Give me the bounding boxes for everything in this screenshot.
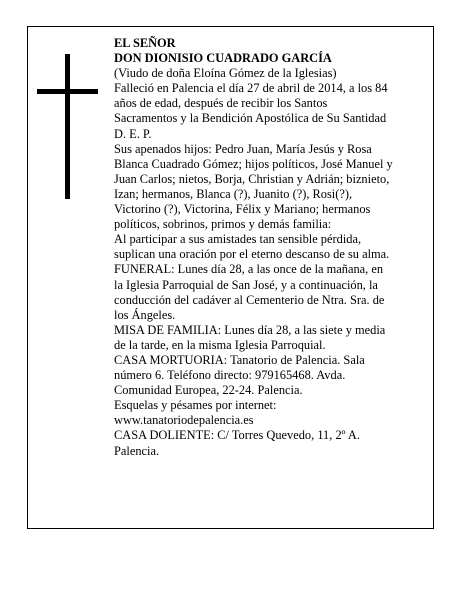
widower-note: (Viudo de doña Eloína Gómez de la Iglesias)	[114, 66, 337, 81]
family-mass-line: MISA DE FAMILIA: Lunes día 28, a las siete y media	[114, 322, 386, 337]
family-home-line: Palencia.	[114, 443, 160, 458]
family-mass-line: de la tarde, en la misma Iglesia Parroquial.	[114, 337, 326, 352]
obituary-text	[114, 36, 426, 459]
funeral-line: conducción del cadáver al Cementerio de Ntra. Sra. de	[114, 292, 385, 307]
title-line-1: EL SEÑOR	[114, 36, 176, 50]
deceased-name: DON DIONISIO CUADRADO GARCÍA	[114, 51, 332, 66]
funeral-line: la Iglesia Parroquial de San José, y a continuación, la	[114, 277, 378, 292]
family-line: Izan; hermanos, Blanca (?), Juanito (?), Rosi(?),	[114, 186, 353, 201]
condolences-line: Esquelas y pésames por internet:	[114, 398, 277, 413]
family-line: Al participar a sus amistades tan sensible pérdida,	[114, 232, 362, 247]
mortuary-line: Comunidad Europea, 22-24. Palencia.	[114, 383, 303, 398]
family-line: Sus apenados hijos: Pedro Juan, María Jesús y Rosa	[114, 141, 372, 156]
family-line: Victorino (?), Victorina, Félix y Mariano; hermanos	[114, 202, 371, 217]
family-home-line: CASA DOLIENTE: C/ Torres Quevedo, 11, 2º A.	[114, 428, 360, 443]
death-line: Falleció en Palencia el día 27 de abril de 2014, a los 84	[114, 81, 388, 96]
cross-icon-bar	[37, 89, 98, 94]
condolences-url: www.tanatoriodepalencia.es	[114, 413, 254, 428]
cross-icon	[65, 54, 70, 199]
funeral-line: los Ángeles.	[114, 307, 176, 322]
death-line: D. E. P.	[114, 126, 152, 141]
death-line: años de edad, después de recibir los Santos	[114, 96, 328, 111]
mortuary-line: número 6. Teléfono directo: 979165468. Avda.	[114, 368, 346, 383]
family-line: suplican una oración por el eterno descanso de su alma.	[114, 247, 390, 262]
family-line: políticos, sobrinos, primos y demás familia:	[114, 217, 332, 232]
family-line: Blanca Cuadrado Gómez; hijos políticos, José Manuel y	[114, 156, 393, 171]
death-line: Sacramentos y la Bendición Apostólica de Su Santidad	[114, 111, 387, 126]
family-line: Juan Carlos; nietos, Borja, Christian y Adrián; biznieto,	[114, 171, 390, 186]
funeral-line: FUNERAL: Lunes día 28, a las once de la mañana, en	[114, 262, 384, 277]
mortuary-line: CASA MORTUORIA: Tanatorio de Palencia. Sala	[114, 352, 365, 367]
